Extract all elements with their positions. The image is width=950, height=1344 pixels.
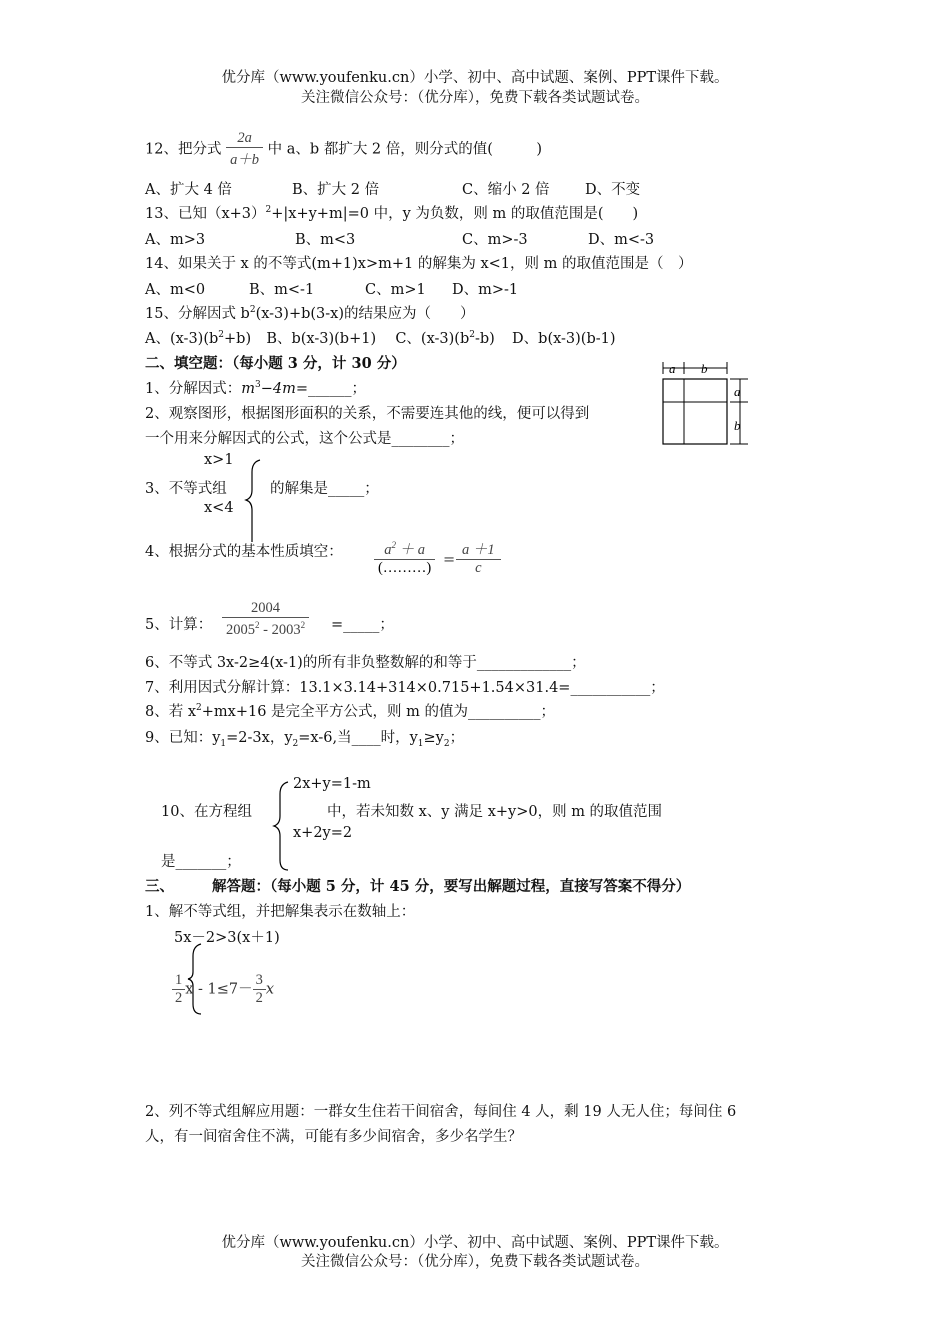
s1-frac1-den: 2: [175, 990, 183, 1006]
f4-left-num-a: a: [384, 542, 392, 558]
f10-line2-prefix: 是: [161, 854, 176, 870]
s1-ineq-2: [172, 972, 274, 1007]
f10-suffix: 中，若未知数 x、y 满足 x+y>0，则 m 的取值范围: [327, 804, 663, 820]
f5-den-a: 2005: [226, 621, 255, 638]
f9-mid4: ≥y: [423, 730, 444, 746]
q13-prefix: 13、已知（x+3）: [145, 206, 266, 222]
question-13: [145, 202, 638, 223]
q12-option-a: A、扩大 4 倍: [145, 182, 232, 198]
f1-prefix: 1、分解因式：: [145, 381, 242, 397]
q12-option-b: B、扩大 2 倍: [292, 182, 380, 198]
footer-line-2: 关注微信公众号：（优分库），免费下载各类试题试卷。: [301, 1254, 649, 1270]
s1-ineq2-mid: x - 1≤7－: [185, 981, 253, 998]
q13-option-c: C、m>-3: [462, 232, 528, 248]
f10-end: ；: [226, 854, 241, 870]
q14-option-b: B、m<-1: [249, 282, 315, 298]
question-12: [145, 130, 542, 169]
f10-eq-1: 2x+y=1-m: [293, 776, 371, 792]
f5-num: 2004: [222, 600, 309, 618]
q14-option-d: D、m>-1: [452, 282, 519, 298]
f8-prefix: 8、若 x: [145, 704, 197, 720]
square-area-diagram: [658, 360, 753, 450]
f9-mid2: =x-6,当: [298, 730, 352, 746]
q15-option-c-1: C、(x-3)(b: [395, 331, 470, 347]
f7-end: ；: [650, 680, 665, 696]
f4-left-den[interactable]: (………): [378, 560, 432, 576]
q13-suffix: +|x+y+m|=0 中，y 为负数，则 m 的取值范围是( ): [271, 206, 639, 222]
f4-prefix: 4、根据分式的基本性质填空：: [145, 544, 343, 560]
f6-text: 6、不等式 3x-2≥4(x-1)的所有非负整数解的和等于: [145, 655, 477, 671]
f8-end: ；: [540, 704, 556, 720]
f9-s3: 1: [417, 738, 424, 749]
f4-left-fraction: [374, 538, 435, 577]
f3-ineq-2: x<4: [204, 500, 234, 516]
q15-option-a-sup: 2: [218, 330, 225, 341]
header-line-1: 优分库（www.youfenku.cn）小学、初中、高中试题、案例、PPT课件下载。: [221, 70, 729, 86]
s1-frac2-num: 3: [253, 972, 266, 990]
f7-blank[interactable]: ___________: [570, 680, 651, 696]
f1-sup: 3: [254, 380, 261, 391]
f10-blank[interactable]: _______: [175, 854, 227, 870]
q15-option-d: D、b(x-3)(b-1): [512, 331, 616, 347]
f4-right-num: a ＋1: [456, 538, 501, 560]
f6-end: ；: [571, 655, 586, 671]
f4-left-num-rest: ＋ a: [399, 542, 425, 558]
f2-line2: 一个用来分解因式的公式，这个公式是: [145, 431, 392, 447]
q12-option-c: C、缩小 2 倍: [462, 182, 550, 198]
q15-option-c-sup: 2: [469, 330, 475, 341]
solve-2-line-1: 2、列不等式组解应用题：一群女生住若干间宿舍，每间住 4 人，剩 19 人无人住；每间住 6: [145, 1104, 737, 1120]
q15-option-b: B、b(x-3)(b+1): [266, 331, 377, 347]
q15-options: [145, 327, 616, 348]
f9-blank[interactable]: ____: [351, 730, 381, 746]
section-3-title: 解答题：（每小题 5 分，计 45 分，要写出解题过程，直接写答案不得分）: [212, 878, 691, 895]
f9-s2: 2: [292, 738, 299, 749]
f5-den-sup2: 2: [300, 620, 306, 630]
s1-ineq-1: 5x－2>3(x＋1): [174, 930, 280, 946]
f7-text: 7、利用因式分解计算：13.1×3.14+314×0.715+1.54×31.4=: [145, 680, 571, 696]
f3-brace: [244, 458, 264, 544]
s1-frac2-den: 2: [255, 990, 263, 1006]
q12-suffix: 中 a、b 都扩大 2 倍，则分式的值( ): [267, 141, 543, 158]
fill-8: [145, 700, 555, 721]
f2-blank[interactable]: ________: [391, 431, 450, 447]
fill-7: [145, 676, 665, 697]
f10-brace: [272, 780, 292, 872]
f3-answer: [270, 477, 379, 498]
f9-s4: 2: [443, 738, 450, 749]
diagram-label-a-side: a: [734, 384, 741, 399]
f5-prefix: 5、计算：: [145, 617, 213, 633]
q13-option-a: A、m>3: [145, 232, 206, 248]
q13-option-d: D、m<-3: [588, 232, 655, 248]
q14-option-c: C、m>1: [365, 282, 426, 298]
f4-right-fraction: [456, 538, 501, 577]
f3-end: ；: [364, 481, 379, 497]
f5-den-sup1: 2: [255, 620, 260, 630]
f5-end: ；: [379, 617, 394, 633]
section-3-number: 三、: [145, 878, 174, 895]
f4-right-den: c: [475, 560, 482, 576]
f1-suffix: ；: [351, 381, 366, 397]
f5-suffix: =: [331, 617, 344, 633]
solve-2-line-2: 人，有一间宿舍住不满，可能有多少间宿舍，多少名学生？: [145, 1129, 522, 1145]
fill-6: [145, 651, 586, 672]
q15-option-c-2: -b): [474, 331, 495, 347]
f1-rest: −4m=: [260, 381, 308, 397]
footer-line-1: 优分库（www.youfenku.cn）小学、初中、高中试题、案例、PPT课件下载。: [221, 1235, 729, 1251]
f1-blank[interactable]: ______: [308, 381, 352, 397]
fill-9: [145, 726, 464, 749]
q15-prefix: 15、分解因式 b: [145, 306, 250, 322]
f9-mid3: 时，y: [380, 730, 418, 746]
f8-suffix: +mx+16 是完全平方公式，则 m 的值为: [201, 704, 469, 720]
f8-blank[interactable]: __________: [468, 704, 541, 720]
q15-suffix: (x-3)+b(3-x)的结果应为（ ）: [255, 306, 475, 322]
f1-m: m: [241, 381, 255, 397]
f5-den-mid: - 2003: [259, 621, 301, 638]
f10-prefix: 10、在方程组: [161, 804, 252, 820]
f9-mid1: =2-3x，y: [226, 730, 293, 746]
q13-option-b: B、m<3: [295, 232, 356, 248]
f9-s1: 1: [220, 738, 227, 749]
f10-eq-2: x+2y=2: [293, 825, 353, 841]
f2-suffix: ；: [449, 431, 464, 447]
q12-prefix: 12、把分式: [145, 141, 222, 158]
q12-option-d: D、不变: [585, 182, 641, 198]
f9-end: ；: [449, 730, 465, 746]
q15-sup: 2: [249, 305, 256, 316]
q15-option-a-2: +b): [224, 331, 252, 347]
s1-ineq2-end: x: [265, 981, 275, 998]
q13-sup: 2: [265, 205, 272, 216]
q12-frac-num: 2a: [226, 130, 263, 148]
diagram-label-b-top: b: [701, 361, 708, 376]
f3-blank[interactable]: _____: [328, 481, 365, 497]
q15-option-a-1: A、(x-3)(b: [145, 331, 219, 347]
solve-1-text: 1、解不等式组，并把解集表示在数轴上：: [145, 904, 416, 920]
q14-option-a: A、m<0: [145, 282, 206, 298]
f5-blank[interactable]: _____: [343, 617, 380, 633]
f4-left-num-sup: 2: [391, 540, 396, 551]
header-line-2: 关注微信公众号：（优分库），免费下载各类试题试卷。: [301, 90, 649, 106]
f5-fraction: [222, 600, 309, 639]
diagram-label-b-side: b: [734, 418, 741, 433]
q12-frac-den: a＋b: [230, 152, 260, 168]
f4-equals: =: [443, 552, 456, 568]
f3-suffix: 的解集是: [270, 481, 328, 497]
question-15: [145, 302, 475, 323]
section-2-title: 二、填空题：（每小题 3 分，计 30 分）: [145, 355, 406, 372]
diagram-label-a-top: a: [669, 361, 676, 376]
q12-fraction: [226, 130, 263, 169]
f9-prefix: 9、已知：y: [145, 730, 221, 746]
f3-prefix: 3、不等式组: [145, 481, 227, 497]
question-14: 14、如果关于 x 的不等式(m+1)x>m+1 的解集为 x<1，则 m 的取值范围是（ ）: [145, 256, 693, 272]
fill-10-line-2: [161, 850, 241, 871]
fill-2-line-1: 2、观察图形，根据图形面积的关系，不需要连其他的线，便可以得到: [145, 406, 590, 422]
s1-frac1-num: 1: [172, 972, 185, 990]
fill-2-line-2: [145, 427, 464, 448]
fill-1: [145, 377, 366, 398]
f5-answer: [331, 613, 394, 634]
f6-blank[interactable]: _____________: [476, 655, 572, 671]
f3-ineq-1: x>1: [204, 452, 234, 468]
f8-sup: 2: [196, 703, 202, 714]
